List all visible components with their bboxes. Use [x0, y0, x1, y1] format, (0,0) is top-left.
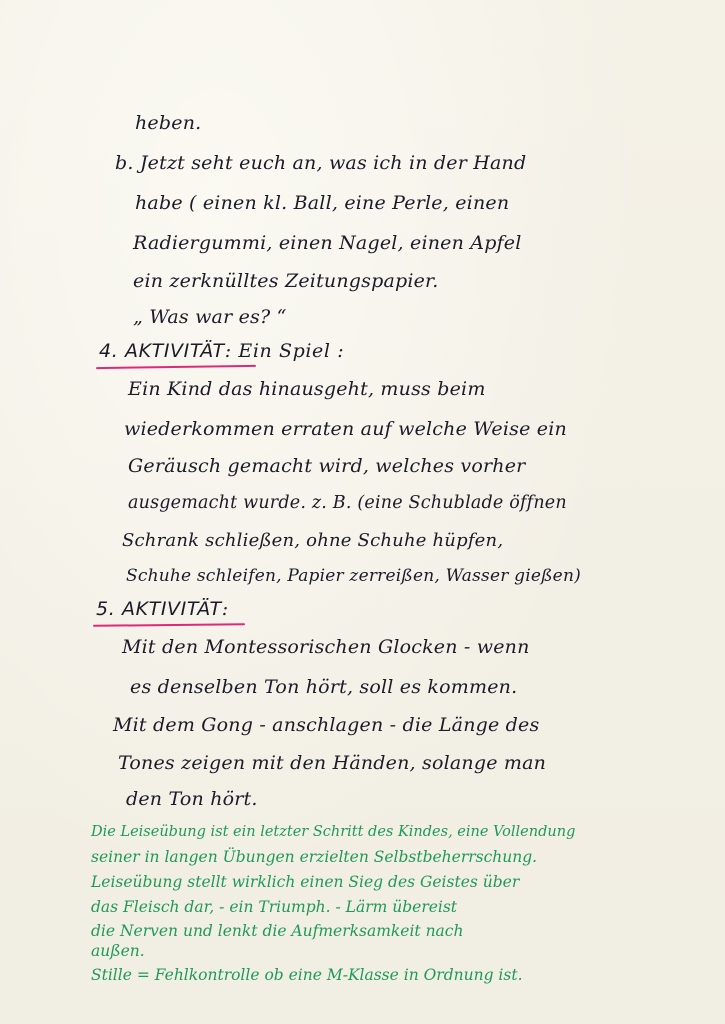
- text-line-6: „ Was war es? “: [133, 306, 287, 328]
- text-line-3: habe ( einen kl. Ball, eine Perle, einen: [135, 192, 510, 214]
- text-line-8: wiederkommen erraten auf welche Weise ein: [124, 418, 567, 440]
- text-line-11: Schrank schließen, ohne Schuhe hüpfen,: [122, 530, 504, 551]
- text-line-10: ausgemacht wurde. z. B. (eine Schublade öffnen: [128, 493, 567, 513]
- note-line-2: seiner in langen Übungen erzielten Selbstbeherrschung.: [91, 848, 538, 866]
- text-line-12: Schuhe schleifen, Papier zerreißen, Wasser gießen): [126, 566, 581, 586]
- text-line-15: Mit dem Gong - anschlagen - die Länge des: [113, 714, 540, 736]
- text-line-1: heben.: [135, 112, 202, 134]
- text-line-14: es denselben Ton hört, soll es kommen.: [130, 676, 518, 698]
- heading-5-label: 5. AKTIVITÄT: [96, 598, 222, 620]
- note-line-5: die Nerven und lenkt die Aufmerksamkeit nach: [91, 922, 464, 940]
- text-line-17: den Ton hört.: [126, 788, 258, 810]
- text-line-4: Radiergummi, einen Nagel, einen Apfel: [133, 232, 522, 254]
- heading-4-underline: [96, 365, 256, 369]
- note-line-3: Leiseübung stellt wirklich einen Sieg des Geistes über: [91, 873, 520, 891]
- note-line-6: außen.: [91, 942, 145, 960]
- note-line-7: Stille = Fehlkontrolle ob eine M-Klasse in Ordnung ist.: [91, 966, 523, 984]
- note-line-4: das Fleisch dar, - ein Triumph. - Lärm übereist: [91, 898, 458, 916]
- text-line-7: Ein Kind das hinausgeht, muss beim: [128, 378, 486, 400]
- text-line-9: Geräusch gemacht wird, welches vorher: [128, 455, 526, 477]
- heading-activity-4: [99, 340, 344, 362]
- heading-activity-5: [96, 598, 229, 620]
- text-line-16: Tones zeigen mit den Händen, solange man: [118, 752, 547, 774]
- heading-4-rest: : Ein Spiel :: [224, 340, 345, 362]
- heading-5-underline: [93, 623, 245, 627]
- heading-5-rest: :: [221, 598, 229, 620]
- text-line-13: Mit den Montessorischen Glocken - wenn: [122, 636, 530, 658]
- text-line-5: ein zerknülltes Zeitungspapier.: [133, 270, 439, 292]
- heading-4-label: 4. AKTIVITÄT: [99, 340, 225, 362]
- text-line-2: b. Jetzt seht euch an, was ich in der Hand: [115, 152, 527, 174]
- note-line-1: Die Leiseübung ist ein letzter Schritt des Kindes, eine Vollendung: [91, 824, 576, 840]
